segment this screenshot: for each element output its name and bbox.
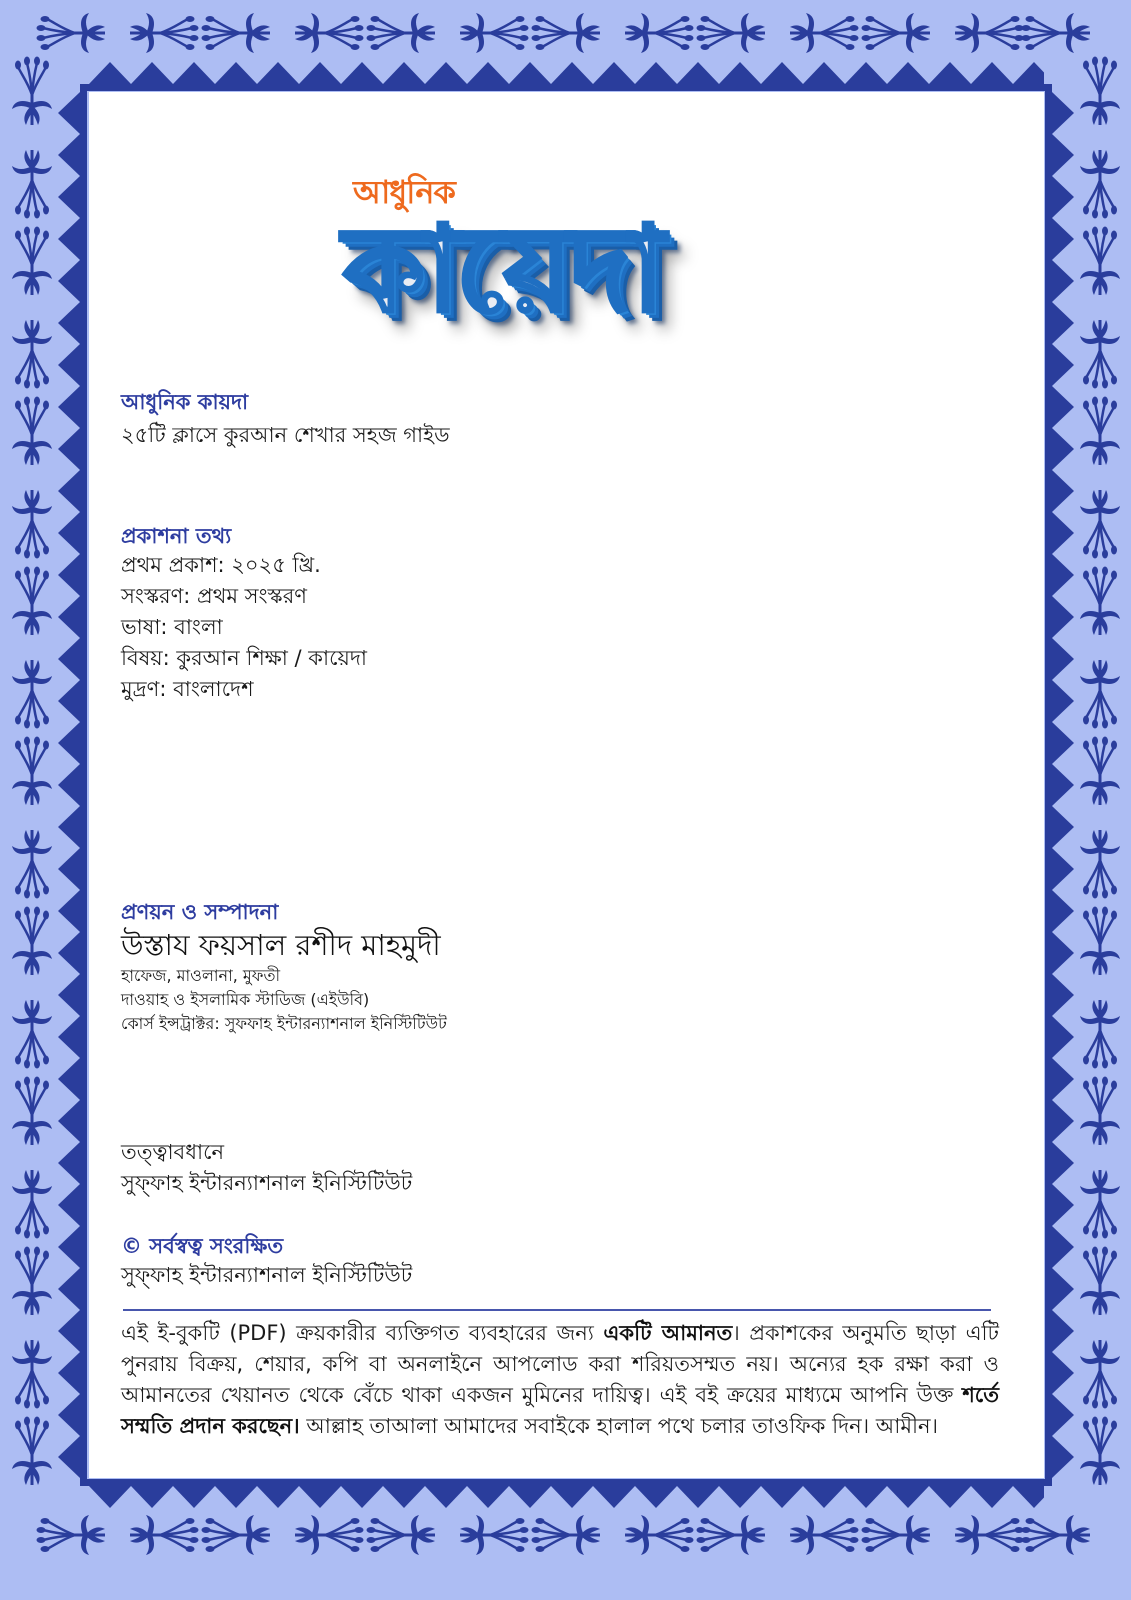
disclaimer-text: আল্লাহ তাআলা আমাদের সবাইকে হালাল পথে চলার তাওফিক দিন। আমীন। [299, 1414, 939, 1438]
publication-info-line: বিষয়: কুরআন শিক্ষা / কায়েদা [121, 646, 368, 670]
book-subtitle: ২৫টি ক্লাসে কুরআন শেখার সহজ গাইড [121, 423, 450, 447]
logo-main-title: কায়েদা [343, 200, 661, 338]
title-section [121, 388, 450, 451]
book-logo [339, 167, 799, 397]
copyright-holder: সুফ্‌ফাহ ইন্টারন্যাশনাল ইনিস্টিটিউট [121, 1263, 413, 1287]
disclaimer-paragraph [121, 1318, 999, 1442]
disclaimer-text: এই ই-বুকটি (PDF) ক্রয়কারীর ব্যক্তিগত ব্যবহারের জন্য [121, 1321, 604, 1345]
triangle-band-top [89, 62, 1044, 84]
floral-band-left [12, 57, 52, 1486]
divider-line [123, 1309, 991, 1311]
triangle-band-right [1052, 92, 1074, 1478]
publication-info-line: প্রথম প্রকাশ: ২০২৫ খ্রি. [121, 553, 321, 577]
publication-info-section [121, 522, 367, 705]
author-section-heading: প্রণয়ন ও সম্পাদনা [121, 900, 279, 924]
author-credential: হাফেজ, মাওলানা, মুফতী [121, 966, 281, 985]
logo-subtitle: আধুনিক [353, 173, 455, 211]
floral-band-right [1080, 57, 1120, 1486]
book-title-heading: আধুনিক কায়দা [121, 390, 249, 414]
publication-info-line: সংস্করণ: প্রথম সংস্করণ [121, 584, 307, 608]
author-section [121, 898, 447, 1036]
supervision-value: সুফ্‌ফাহ ইন্টারন্যাশনাল ইনিস্টিটিউট [121, 1171, 413, 1195]
disclaimer-bold: শর্তে সম্মতি প্রদান করছেন। [121, 1383, 999, 1438]
author-credential: কোর্স ইন্সট্রাক্টর: সুফফাহ ইন্টারন্যাশনাল ইনিস্টিটিউট [121, 1014, 447, 1033]
disclaimer-text: । প্রকাশকের অনুমতি ছাড়া এটি পুনরায় বিক্রয়, শেয়ার, কপি বা অনলাইনে আপলোড করা শরিয়তসম্মত নয়। অন্যের হক রক্ষা করা ও আমানতের খেয়ানত থেকে বেঁচে থাকা একজন মুমিনের দায়িত্ব। এই বই ক্রয়ের মাধ্যমে আপনি উক্ত [121, 1321, 999, 1407]
triangle-band-bottom [89, 1486, 1044, 1508]
disclaimer-bold: একটি আমানত [603, 1321, 733, 1345]
copyright-section [121, 1232, 412, 1291]
page [89, 92, 1044, 1478]
publication-info-line: ভাষা: বাংলা [121, 615, 223, 639]
supervision-section [121, 1137, 412, 1199]
author-credential: দাওয়াহ ও ইসলামিক স্টাডিজ (এইউবি) [121, 990, 370, 1009]
floral-band-bottom [37, 1515, 1091, 1555]
publication-info-line: মুদ্রণ: বাংলাদেশ [121, 677, 254, 701]
floral-band-top [37, 13, 1091, 53]
author-name: উস্তায ফয়সাল রশীদ মাহমুদী [121, 928, 441, 962]
page-content [89, 92, 1044, 1478]
supervision-label: তত্ত্বাবধানে [121, 1140, 225, 1164]
publication-info-heading: প্রকাশনা তথ্য [121, 524, 232, 548]
copyright-heading: © সর্বস্বত্ব সংরক্ষিত [121, 1234, 284, 1258]
triangle-band-left [58, 92, 80, 1478]
